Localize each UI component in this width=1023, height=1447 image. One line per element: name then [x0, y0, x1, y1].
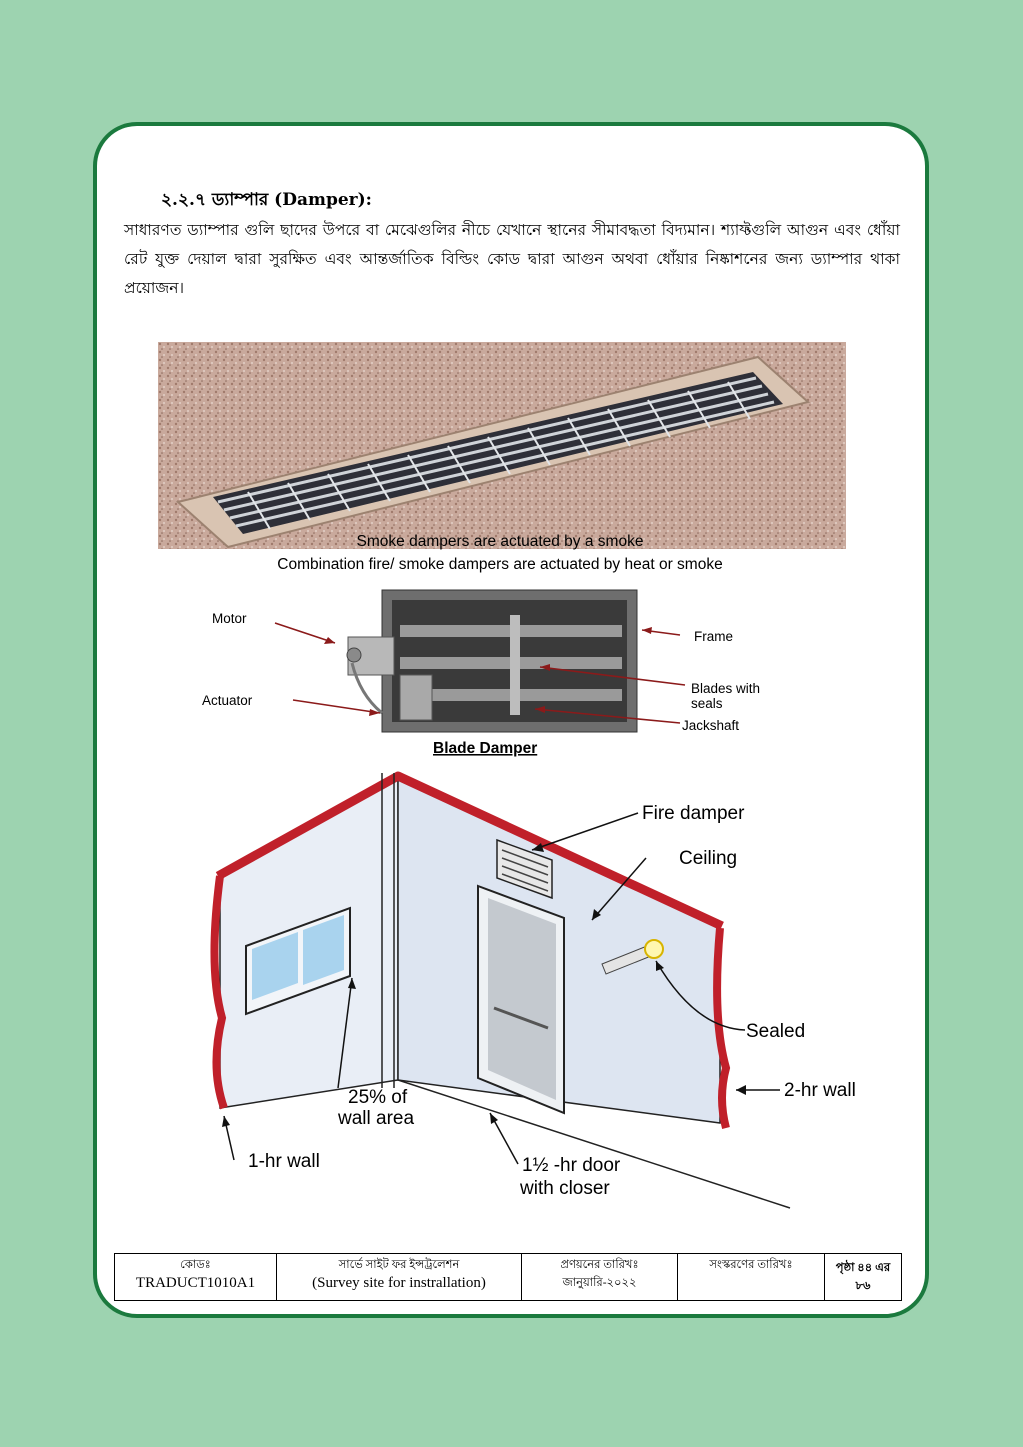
footer-page-cell	[825, 1254, 902, 1301]
label-wall-area-1: 25% of	[348, 1087, 408, 1108]
footer-code-label: কোডঃ	[180, 1259, 211, 1271]
label-ceiling: Ceiling	[679, 848, 738, 869]
damper-grille-photo	[158, 342, 846, 549]
label-actuator: Actuator	[202, 693, 253, 708]
label-blades-2: seals	[691, 696, 723, 711]
label-door-2: with closer	[520, 1178, 610, 1199]
label-1hr-wall: 1-hr wall	[248, 1151, 320, 1172]
label-fire-damper: Fire damper	[642, 803, 745, 824]
footer-prep-value: জানুয়ারি-২০২২	[562, 1277, 637, 1289]
footer-code-value: TRADUCT1010A1	[135, 1275, 256, 1291]
label-blades-1: Blades with	[691, 681, 761, 696]
footer-rev-label: সংস্করণের তারিখঃ	[709, 1259, 793, 1271]
footer-page-number: পৃষ্ঠা ৪৪ এর ৮৬	[835, 1262, 891, 1292]
footer-prep-cell	[522, 1254, 678, 1301]
label-jackshaft: Jackshaft	[682, 718, 740, 733]
label-wall-area-2: wall area	[338, 1108, 415, 1129]
blade-damper-diagram	[160, 585, 840, 760]
photo-caption-1: Smoke dampers are actuated by a smoke	[356, 533, 644, 550]
footer-rev-cell	[678, 1254, 825, 1301]
footer-table	[114, 1253, 902, 1301]
label-door-1: 1½ -hr door	[522, 1155, 621, 1176]
label-frame: Frame	[694, 629, 734, 644]
section-heading: ২.২.৭ ড্যাম্পার (Damper):	[161, 190, 372, 210]
label-motor: Motor	[212, 611, 247, 626]
footer-title-bn: সার্ভে সাইট ফর ইন্সট্রলেশন	[338, 1259, 460, 1271]
footer-code-cell	[115, 1254, 277, 1301]
fire-wall-diagram	[160, 768, 880, 1218]
label-2hr-wall: 2-hr wall	[784, 1080, 856, 1101]
section-paragraph: সাধারণত ড্যাম্পার গুলি ছাদের উপরে বা মেঝেগুলির নীচে যেখানে স্থানের সীমাবদ্ধতা বিদ্যমান। শ্যাফ্টগুলি আগুন এবং ধোঁয়া রেট যুক্ত দেয়াল দ্বারা সুরক্ষিত এবং আন্তর্জাতিক বিল্ডিং কোড দ্বারা আগুন অথবা ধোঁয়ার নিষ্কাশনের জন্য ড্যাম্পার থাকা প্রয়োজন।	[124, 221, 900, 297]
footer-prep-label: প্রণয়নের তারিখঃ	[560, 1259, 639, 1271]
footer-title-cell	[277, 1254, 522, 1301]
photo-caption-2: Combination fire/ smoke dampers are actuated by heat or smoke	[277, 556, 723, 573]
blade-damper-title: Blade Damper	[433, 740, 538, 757]
label-sealed: Sealed	[746, 1021, 806, 1042]
footer-title-en: (Survey site for instrallation)	[312, 1275, 486, 1291]
